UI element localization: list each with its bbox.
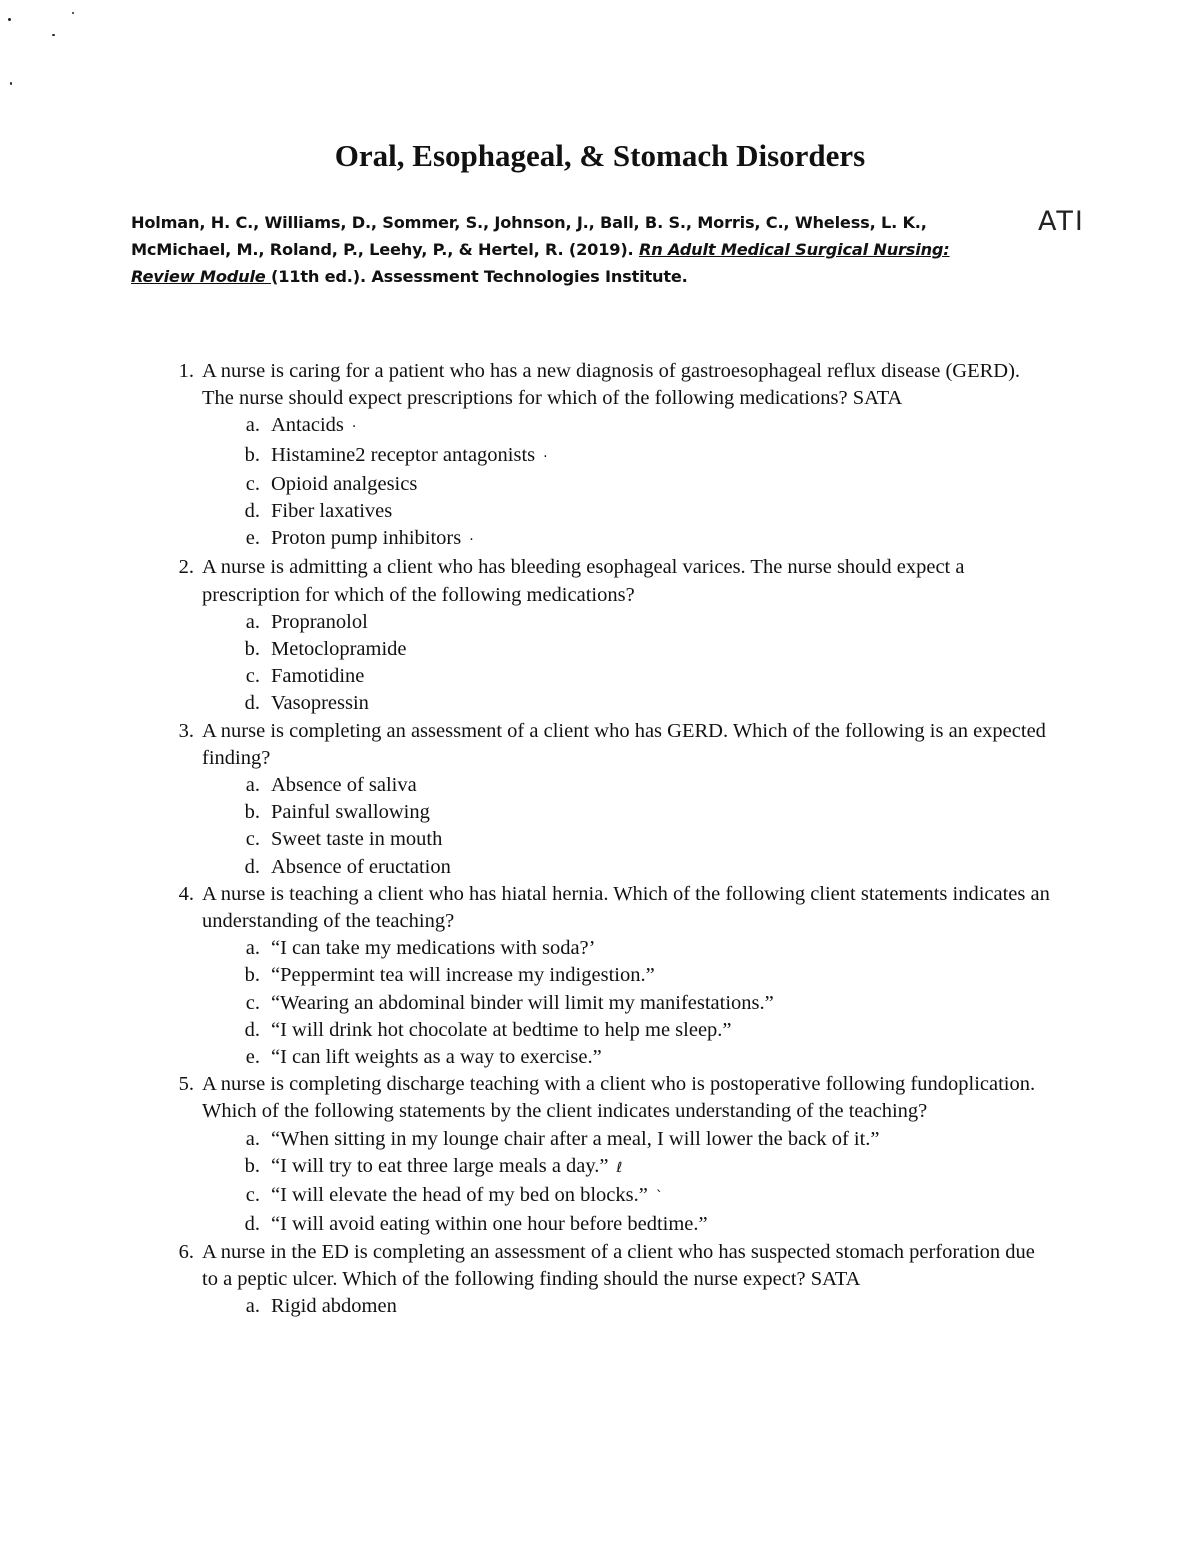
option-text: Sweet taste in mouth [271, 828, 443, 851]
question-item [0, 554, 1052, 717]
option-letter: b. [244, 1154, 260, 1177]
option-letter: c. [245, 472, 260, 495]
citation-book-title-part2: Review Module [131, 267, 272, 286]
answer-option [0, 1126, 1052, 1153]
option-letter: b. [244, 443, 260, 466]
option-text: Propranolol [271, 610, 368, 633]
option-text: Fiber laxatives [271, 500, 393, 523]
question-stem: A nurse is admitting a client who has bleeding esophageal varices. The nurse should expect a prescription for which of the following medications? [202, 556, 965, 606]
answer-option [0, 498, 1052, 525]
option-text: Absence of eructation [271, 855, 451, 878]
citation-book-title-part1: Rn Adult Medical Surgical Nursing: [638, 240, 950, 259]
question-number: 5. [178, 1073, 194, 1096]
question-list [0, 358, 1200, 1320]
option-text: Absence of saliva [271, 774, 417, 797]
option-text: “Peppermint tea will increase my indigestion.” [271, 964, 655, 987]
option-letter: d. [244, 1213, 260, 1236]
option-text: Histamine2 receptor antagonists [271, 443, 536, 466]
document-title: Oral, Esophageal, & Stomach Disorders [334, 138, 866, 173]
answer-option [0, 1293, 1052, 1320]
citation-authors-line1: Holman, H. C., Williams, D., Sommer, S., Johnson, J., Ball, B. S., Morris, C., Wheless, L. K., [131, 213, 927, 232]
question-item [0, 1071, 1052, 1238]
answer-option [0, 609, 1052, 636]
option-letter: e. [245, 1046, 260, 1069]
option-letter: e. [245, 527, 260, 550]
pencil-mark: · [469, 532, 474, 549]
option-letter: c. [245, 991, 260, 1014]
option-text: “I will elevate the head of my bed on blocks.” [271, 1184, 648, 1207]
answer-option [0, 1182, 1052, 1211]
option-letter: c. [245, 665, 260, 688]
option-letter: a. [245, 1127, 260, 1150]
scan-speck [8, 18, 11, 21]
question-stem: A nurse is completing discharge teaching with a client who is postoperative following fundoplication. Which of the following statements by the client indicates understanding of the teaching? [202, 1073, 1036, 1123]
option-letter: a. [245, 937, 260, 960]
answer-option [0, 1153, 1052, 1182]
answer-option [0, 799, 1052, 826]
handwritten-note: ATI [1038, 206, 1085, 237]
answer-option [0, 442, 1052, 471]
answer-option [0, 412, 1052, 441]
option-text: Proton pump inhibitors [271, 527, 462, 550]
option-letter: d. [244, 855, 260, 878]
question-stem: A nurse is teaching a client who has hiatal hernia. Which of the following client statements indicates an understanding of the teaching? [202, 882, 1050, 933]
question-stem: A nurse in the ED is completing an assessment of a client who has suspected stomach perforation due to a peptic ulcer. Which of the following finding should the nurse expect? SATA [202, 1240, 1035, 1290]
option-text: Opioid analgesics [271, 472, 418, 495]
option-letter: a. [245, 1294, 260, 1317]
answer-option [0, 935, 1052, 962]
answer-option [0, 854, 1052, 881]
answer-option [0, 990, 1052, 1017]
option-text: “When sitting in my lounge chair after a meal, I will lower the back of it.” [271, 1127, 880, 1150]
question-item [0, 881, 1052, 1071]
option-text: Antacids [271, 414, 344, 437]
answer-option [0, 1211, 1052, 1238]
answer-option [0, 1017, 1052, 1044]
option-letter: b. [244, 638, 260, 661]
question-item [0, 358, 1052, 554]
option-text: “I can lift weights as a way to exercise.” [271, 1046, 602, 1069]
option-text: Famotidine [271, 665, 365, 688]
scan-speck [72, 12, 74, 14]
answer-option [0, 1044, 1052, 1071]
question-item [0, 1239, 1052, 1321]
question-number: 1. [178, 360, 194, 382]
option-text: “I will drink hot chocolate at bedtime to help me sleep.” [271, 1018, 732, 1041]
option-letter: d. [244, 692, 260, 715]
option-text: “I will try to eat three large meals a day.” [271, 1154, 609, 1177]
option-text: “I will avoid eating within one hour before bedtime.” [271, 1213, 708, 1236]
option-letter: a. [245, 610, 260, 633]
citation-authors-line2: McMichael, M., Roland, P., Leehy, P., & Hertel, R. (2019). [131, 240, 639, 259]
citation [131, 209, 1031, 290]
question-stem: A nurse is completing an assessment of a client who has GERD. Which of the following is an expected finding? [202, 719, 1046, 769]
answer-option [0, 690, 1052, 717]
answer-option [0, 636, 1052, 663]
option-letter: c. [245, 828, 260, 851]
answer-option [0, 525, 1052, 554]
question-item [0, 718, 1052, 881]
option-text: “Wearing an abdominal binder will limit my manifestations.” [271, 991, 774, 1014]
option-letter: a. [245, 774, 260, 797]
option-letter: d. [244, 500, 260, 523]
option-letter: b. [244, 964, 260, 987]
question-stem: A nurse is caring for a patient who has a new diagnosis of gastroesophageal reflux disease (GERD). The nurse should expect prescriptions for which of the following medications? SATA [202, 360, 1021, 410]
question-number: 2. [178, 556, 194, 579]
pencil-mark: · [351, 419, 357, 436]
option-letter: d. [244, 1018, 260, 1041]
option-text: Rigid abdomen [271, 1294, 397, 1317]
option-text: Metoclopramide [271, 638, 407, 661]
scan-speck [52, 34, 55, 36]
answer-option [0, 772, 1052, 799]
question-number: 4. [178, 882, 194, 905]
answer-option [0, 663, 1052, 690]
option-letter: a. [245, 414, 260, 437]
question-number: 6. [178, 1240, 194, 1263]
option-letter: c. [245, 1184, 260, 1207]
option-letter: b. [244, 801, 260, 824]
pencil-mark: ℓ [616, 1159, 623, 1176]
question-number: 3. [178, 719, 194, 742]
answer-option [0, 471, 1052, 498]
answer-option [0, 826, 1052, 853]
option-text: “I can take my medications with soda?’ [271, 937, 596, 960]
option-text: Vasopressin [271, 692, 369, 715]
citation-edition-publisher: (11th ed.). Assessment Technologies Institute. [271, 267, 688, 286]
answer-option [0, 962, 1052, 989]
option-text: Painful swallowing [271, 801, 430, 824]
pencil-mark: · [543, 448, 548, 465]
pencil-mark: ` [655, 1189, 663, 1206]
scan-speck [10, 82, 12, 85]
